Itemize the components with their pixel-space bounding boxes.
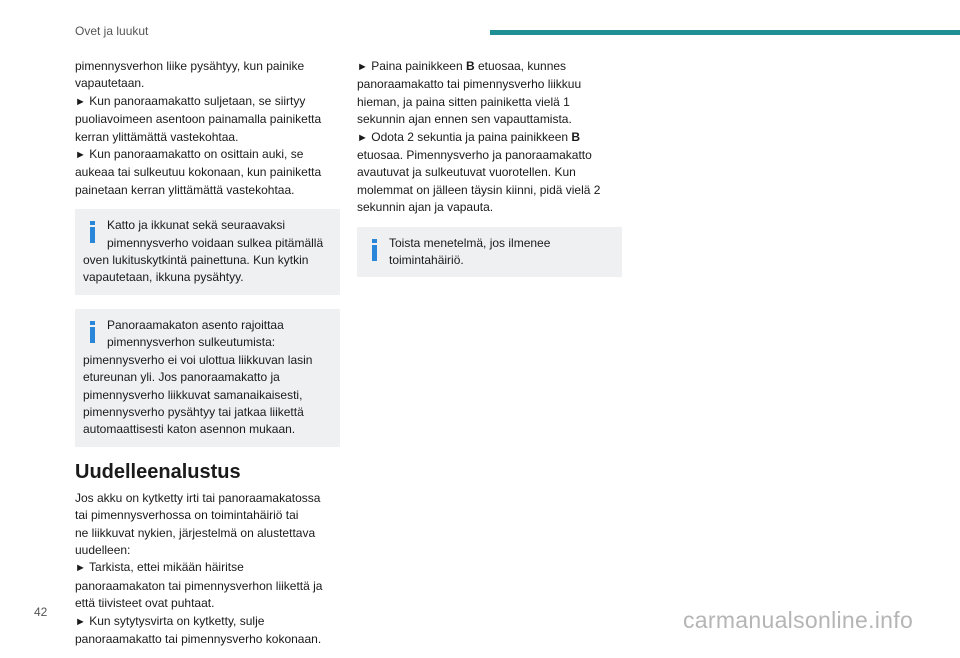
watermark: carmanualsonline.info (683, 607, 914, 633)
button-label-b: B (571, 129, 581, 144)
info-icon (370, 239, 379, 261)
bullet-arrow-icon: ► (75, 95, 86, 108)
bullet-item: ► Kun panoraamakatto on osittain auki, se (75, 147, 304, 162)
section-heading: Uudelleenalustus (75, 460, 241, 483)
bullet-arrow-icon: ► (357, 131, 368, 144)
header-section-title: Ovet ja luukut (75, 24, 149, 38)
steps-paragraph: ► Paina painikkeen B etuosaa, kunnes panoraamakatto tai pimennysverho liikkuu hieman, ja paina sitten painiketta vielä 1 sekunnin ajan ennen sen vapauttamista. ► Odota 2 sekuntia ja paina painikkeen B etuosaa. Pimennysverho ja panoraamakatto avautuvat ja sulkeutuvat vuorotellen. Kun molemmat on jälleen täysin kiinni, pidä vielä 2 sekunnin ajan ja vapauta. (357, 58, 622, 217)
info-note: Panoraamakaton asento rajoittaa pimennysverhon sulkeutumista: pimennysverho ei voi ulottua liikkuvan lasin etureunan yli. Jos panoraamakatto ja pimennysverho liikkuvat samanaikaisesti, pimennysverho pysähtyy tai jatkaa liikettä automaattisesti katon asennon mukaan. (75, 309, 340, 447)
info-note: Katto ja ikkunat sekä seuraavaksi pimennysverho voidaan sulkea pitämällä oven lukituskytkintä painettuna. Kun kytkin vapautetaan, ikkuna pysähtyy. (75, 209, 340, 295)
bullet-item: ► Kun sytytysvirta on kytketty, sulje (75, 613, 265, 628)
page-number: 42 (34, 605, 48, 619)
bullet-arrow-icon: ► (357, 61, 368, 73)
bullet-arrow-icon: ► (75, 562, 86, 575)
bullet-item: ► Kun panoraamakatto suljetaan, se siirtyy (75, 93, 306, 108)
bullet-arrow-icon: ► (75, 615, 86, 628)
button-label-b: B (465, 59, 475, 73)
info-icon (88, 221, 97, 243)
reset-paragraph: Jos akku on kytketty irti tai panoraamakatossa tai pimennysverhossa on toimintahäiriö tai ne liikkuvat nykien, järjestelmä on alustettava uudelleen: ► Tarkista, ettei mikään häiritse panoraamakaton tai pimennysverhon liikettä ja että tiivisteet ovat puhtaat. ► Kun sytytysvirta on kytketty, sulje panoraamakatto tai pimennysverho kokonaan. (75, 490, 340, 649)
bullet-item: ► Tarkista, ettei mikään häiritse (75, 560, 244, 575)
info-note: Toista menetelmä, jos ilmenee toimintahäiriö. (357, 227, 622, 278)
right-column (357, 58, 622, 291)
header-accent-bar (490, 30, 960, 35)
bullet-item: ► Odota 2 sekuntia ja paina painikkeen B (357, 129, 581, 144)
left-column (75, 58, 340, 658)
bullet-arrow-icon: ► (75, 149, 86, 162)
bullet-item: ► Paina painikkeen B etuosaa, kunnes (357, 59, 567, 73)
intro-paragraph: pimennysverhon liike pysähtyy, kun painike vapautetaan. ► Kun panoraamakatto suljetaan, se siirtyy puoliavoimeen asentoon painamalla painiketta kerran ylittämättä vastekohtaa. ► Kun panoraamakatto on osittain auki, se aukeaa tai sulkeutuu kokonaan, kun painiketta painetaan kerran ylittämättä vastekohtaa. (75, 58, 340, 199)
info-icon (88, 321, 97, 343)
